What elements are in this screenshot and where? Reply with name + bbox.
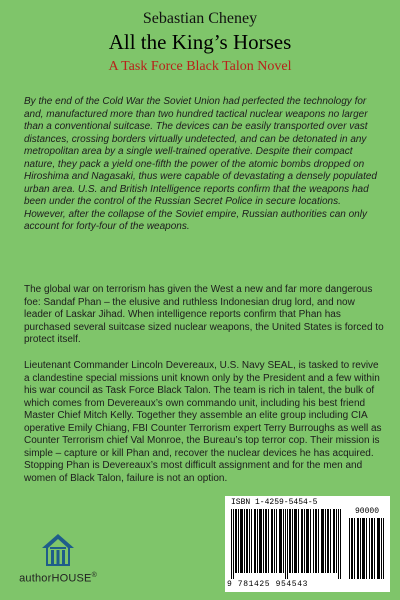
isbn-label: ISBN 1-4259-5454-5 (231, 498, 318, 507)
book-title: All the King’s Horses (108, 30, 292, 54)
addon-barcode-bars (349, 518, 385, 579)
publisher-name: authorHOUSE (19, 572, 92, 585)
blurb-paragraph-3: Lieutenant Commander Lincoln Devereaux, U.S. Navy SEAL, is tasked to revive a clandestine special missions unit known only by the President and a few within his war council as Task Force Black Talon. The team is rich in talent, the bulk of which comes from Devereaux’s own commando unit, including his best friend Master Chief Mitch Kelly. Together they assemble an elite group including CIA operative Emily Chiang, FBI Counter Terrorism expert Terry Burroughs as well as Counter Terrorism chief Val Monroe, the Bureau’s top terror cop. Their mission is simple – capture or kill Phan and, recover the nuclear devices he has acquired. Stopping Phan is Devereaux’s most difficult assignment and for the men and women of Black Talon, failure is not an option. (24, 360, 382, 484)
ean-digits: 9 781425 954543 (227, 580, 309, 589)
book-subtitle: A Task Force Black Talon Novel (108, 59, 292, 74)
blurb-paragraph-2: The global war on terrorism has given the West a new and far more dangerous foe: Sandaf Phan – the elusive and ruthless Indonesian drug lord, and now leader of Laskar Jihad. When intelligence reports confirm that Phan has purchased several suitcase sized nuclear weapons, the United States is forced to protect itself. (24, 284, 384, 345)
author-name: Sebastian Cheney (142, 10, 258, 27)
price-code: 90000 (354, 507, 379, 516)
blurb-paragraph-1: By the end of the Cold War the Soviet Union had perfected the technology for and, manufactured more than two hundred tactical nuclear weapons no larger than a conventional suitcase. The devices can be easily transported over vast distances, crossing borders virtually undetected, and can be detonated in any metropolitan area by a single well-trained operative. Despite their compact nature, they pack a yield one-fifth the power of the atomic bombs dropped on Hiroshima and Nagasaki, thus were capable of devastating a densely populated urban area. U.S. and British Intelligence reports confirm that the weapons had been under the control of the Russian Secret Police in secure locations. However, after the collapse of the Soviet empire, Russian authorities can only account for forty-four of the weapons. (24, 96, 377, 232)
barcode (225, 496, 390, 592)
authorhouse-logo-icon (40, 532, 76, 568)
publisher-logo (18, 532, 98, 588)
ean-barcode-bars (231, 509, 343, 579)
registered-mark: ® (91, 572, 97, 579)
